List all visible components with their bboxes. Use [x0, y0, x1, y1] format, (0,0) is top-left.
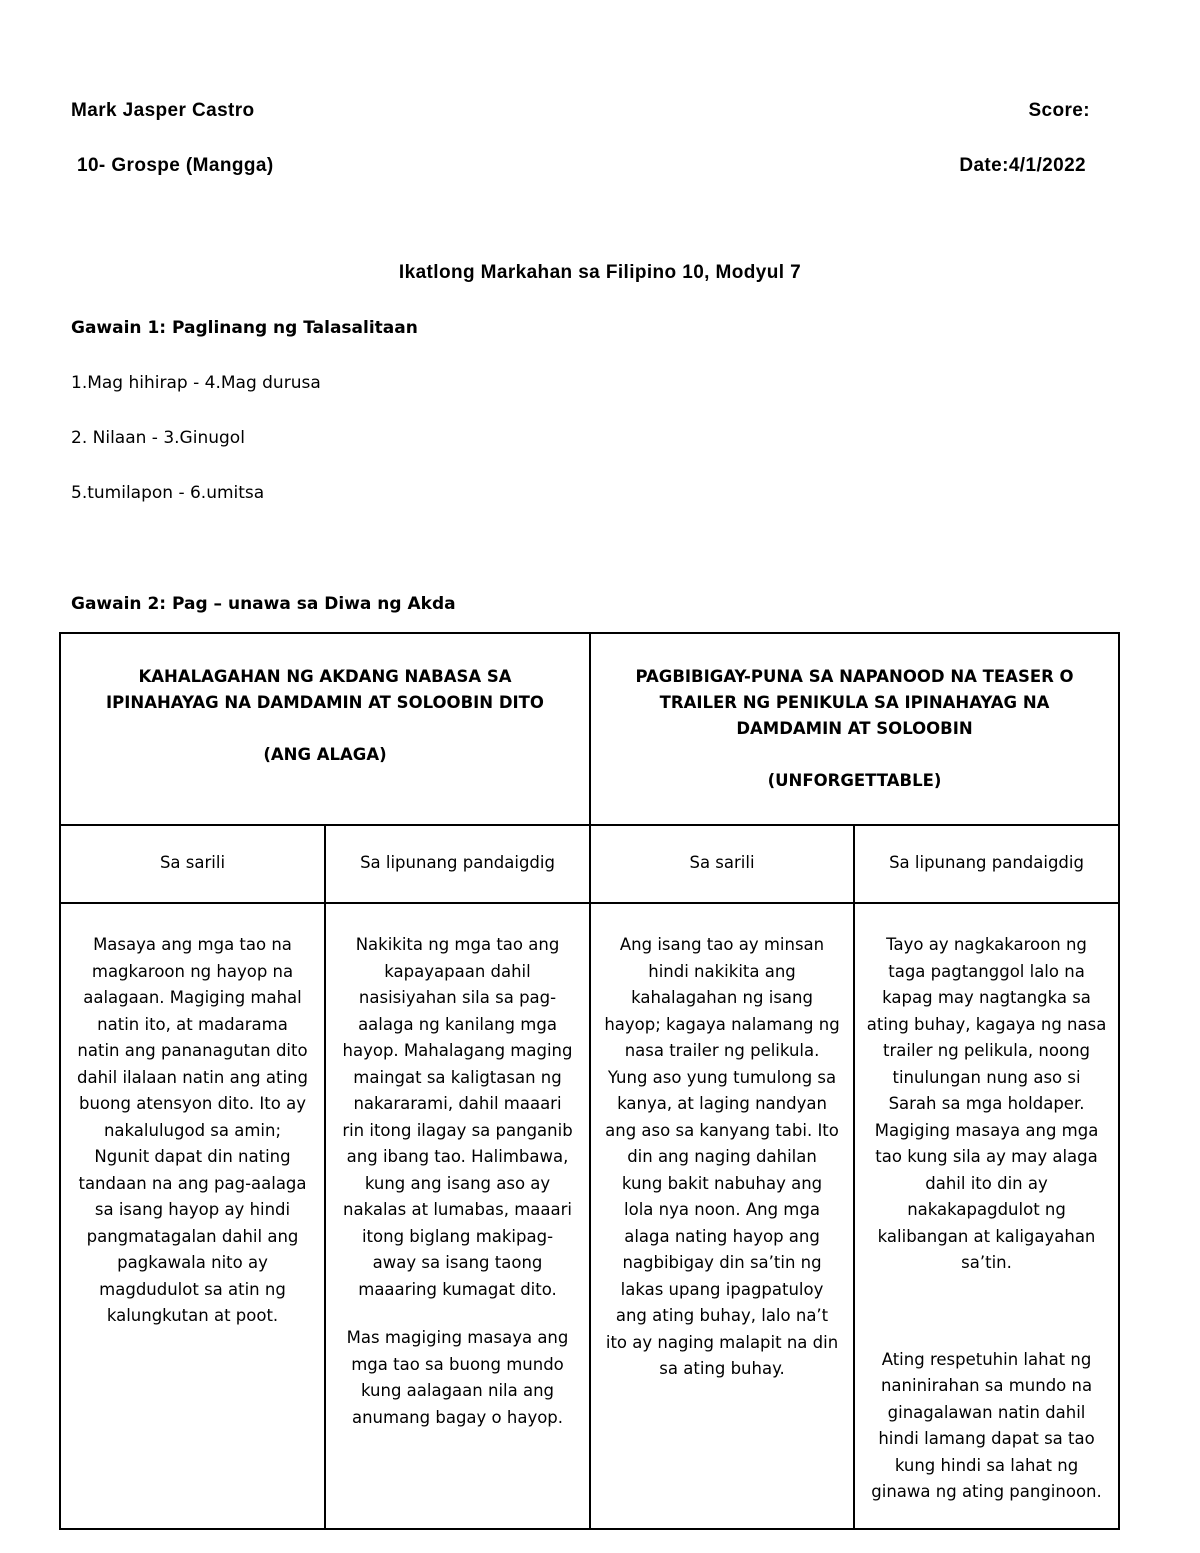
answer-text: Ang isang tao ay minsan hindi nakikita ang kahalagahan ng isang hayop; kagaya nalamang ng nasa trailer ng pelikula. Yung aso yung tumulong sa kanya, at laging nandyan ang aso sa kanyang tabi. Ito din ang naging dahilan kung bakit nabuhay ang lola nya noon. Ang mga alaga nating hayop ang nagbibigay din sa’tin ng lakas upang ipagpatuloy ang ating buhay, lalo na’t ito ay naging malapit na din sa ating buhay.: [604, 935, 840, 1378]
answer-cell-akda-lipunan: [325, 903, 590, 1529]
subheader-sarili-1: Sa sarili: [60, 825, 325, 903]
section-label: 10- Grospe (Mangga): [77, 155, 274, 176]
answer-cell-trailer-lipunan: [854, 903, 1119, 1529]
column-header-trailer: [590, 633, 1119, 825]
akda-title: (ANG ALAGA): [263, 745, 387, 764]
column-header-akda: [60, 633, 590, 825]
score-label: Score:: [1028, 100, 1090, 121]
vocab-item-3: 5.tumilapon - 6.umitsa: [71, 483, 265, 503]
answer-cell-akda-sarili: [60, 903, 325, 1529]
student-name: Mark Jasper Castro: [71, 100, 255, 121]
answer-text: Ating respetuhin lahat ng naninirahan sa mundo na ginagalawan natin dahil hindi lamang dapat sa tao kung hindi sa lahat ng ginawa ng ating panginoon.: [871, 1349, 1102, 1501]
date-label: Date:4/1/2022: [959, 155, 1086, 176]
subheader-sarili-2: Sa sarili: [590, 825, 854, 903]
akda-header-text: KAHALAGAHAN NG AKDANG NABASA SA IPINAHAYAG NA DAMDAMIN AT SOLOOBIN DITO: [106, 667, 544, 712]
subheader-lipunan-2: Sa lipunang pandaigdig: [854, 825, 1119, 903]
vocab-item-2: 2. Nilaan - 3.Ginugol: [71, 428, 245, 448]
subheader-lipunan-1: Sa lipunang pandaigdig: [325, 825, 590, 903]
gawain2-table: [59, 632, 1120, 1530]
page-title: Ikatlong Markahan sa Filipino 10, Modyul 7: [398, 262, 802, 283]
answer-text: Tayo ay nagkakaroon ng taga pagtanggol lalo na kapag may nagtangka sa ating buhay, kagaya ng nasa trailer ng pelikula, noong tinulungan nung aso si Sarah sa mga holdaper. Magiging masaya ang mga tao kung sila ay may alaga dahil ito din ay nakakapagdulot ng kalibangan at kaligayahan sa’tin.: [866, 935, 1107, 1272]
answer-text: Nakikita ng mga tao ang kapayapaan dahil nasisiyahan sila sa pag- aalaga ng kanilang mga hayop. Mahalagang maging maingat sa kaligtasan ng nakararami, dahil maaari rin itong ilagay sa panganib ang ibang tao. Halimbawa, kung ang isang aso ay nakalas at lumabas, maaari itong biglang makipag- away sa isang taong maaaring kumagat dito.: [342, 935, 573, 1299]
gawain1-heading: Gawain 1: Paglinang ng Talasalitaan: [71, 318, 418, 338]
answer-text: Mas magiging masaya ang mga tao sa buong mundo kung aalagaan nila ang anumang bagay o hayop.: [346, 1328, 569, 1427]
gawain2-heading: Gawain 2: Pag – unawa sa Diwa ng Akda: [71, 594, 456, 614]
vocab-item-1: 1.Mag hihirap - 4.Mag durusa: [71, 373, 321, 393]
trailer-header-text: PAGBIBIGAY-PUNA SA NAPANOOD NA TEASER O TRAILER NG PENIKULA SA IPINAHAYAG NA DAMDAMIN AT SOLOOBIN: [635, 667, 1074, 738]
answer-cell-trailer-sarili: [590, 903, 854, 1529]
answer-text: Masaya ang mga tao na magkaroon ng hayop na aalagaan. Magiging mahal natin ito, at madarama natin ang pananagutan dito dahil ilalaan natin ang ating buong atensyon dito. Ito ay nakalulugod sa amin; Ngunit dapat din nating tandaan na ang pag-aalaga sa isang hayop ay hindi pangmatagalan dahil ang pagkawala nito ay magdudulot sa atin ng kalungkutan at poot.: [77, 935, 308, 1325]
trailer-title: (UNFORGETTABLE): [767, 771, 942, 790]
